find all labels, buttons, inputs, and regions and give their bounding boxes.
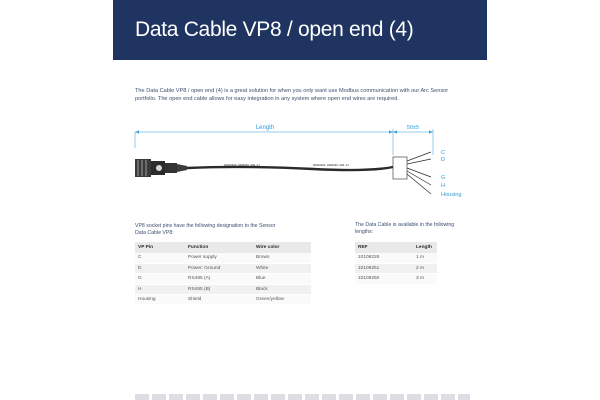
wire-label-housing: Housing	[441, 192, 462, 198]
lengths-table	[355, 242, 437, 285]
wire-label-h: H	[441, 183, 446, 189]
length-arrow-left	[135, 131, 139, 134]
title-banner	[113, 0, 487, 60]
table-cell: RS485 (B)	[185, 284, 253, 294]
footer-text-cutoff	[135, 394, 470, 400]
table-row	[135, 284, 311, 294]
page-title: Data Cable VP8 / open end (4)	[135, 18, 414, 41]
table-cell: 2 m	[413, 263, 437, 273]
table-cell: Power: Ground	[185, 263, 253, 273]
connector-logo-icon	[156, 165, 162, 171]
end-arrow-left	[393, 131, 397, 134]
table-cell: 10109251	[355, 263, 413, 273]
length-arrow-right	[389, 131, 393, 134]
table-row	[355, 263, 437, 273]
cable-print-1: 00000000 0000000 000-11	[224, 164, 260, 167]
table-cell: White	[253, 263, 311, 273]
table-cell: G	[135, 274, 185, 284]
cable-print-2: 00000000 0000000 000-11	[313, 164, 349, 167]
table-cell: Housing	[135, 295, 185, 305]
table-row	[355, 274, 437, 284]
column-header: Function	[185, 242, 253, 253]
cable-jacket-end	[393, 157, 407, 179]
document-page	[113, 0, 487, 400]
vp8-connector	[135, 159, 187, 177]
table-cell: Power supply	[185, 253, 253, 263]
table-cell: C	[135, 253, 185, 263]
cable	[187, 167, 393, 170]
table-cell: RS485 (A)	[185, 274, 253, 284]
wire-label-g: G	[441, 175, 446, 181]
table-header-row	[355, 242, 437, 253]
table-cell: 10109250	[355, 274, 413, 284]
intro-paragraph: The Data Cable VP8 / open end (4) is a great solution for when you only want use Modbus communication with our Arc Sensor portfolio. The open end cable allows for easy integration in any system where open end wires are required.	[135, 88, 449, 102]
end-length-label: 50±5	[406, 125, 420, 131]
table-cell: D	[135, 263, 185, 273]
end-arrow-right	[429, 131, 433, 134]
table-cell: 10109226	[355, 253, 413, 263]
table-cell: Brown	[253, 253, 311, 263]
table-cell: Shield	[185, 295, 253, 305]
column-header: Length	[413, 242, 437, 253]
table-cell: Green/yellow	[253, 295, 311, 305]
table-cell: H	[135, 284, 185, 294]
lengths-caption: The Data Cable is available in the following lengths:	[355, 222, 455, 235]
table-header-row	[135, 242, 311, 253]
wire-label-d: D	[441, 157, 446, 163]
table-row	[135, 253, 311, 263]
cable-diagram	[113, 115, 487, 210]
table-cell: Blue	[253, 274, 311, 284]
wire-label-c: C	[441, 150, 446, 156]
table-cell: Black	[253, 284, 311, 294]
pins-caption: VP8 socket pins have the following designation to the Sensor Data Cable VP8:	[135, 223, 276, 236]
open-end-wires	[407, 152, 431, 194]
column-header: Wire color	[253, 242, 311, 253]
table-row	[135, 263, 311, 273]
table-row	[135, 295, 311, 305]
length-label: Length	[255, 125, 275, 131]
table-row	[135, 274, 311, 284]
pin-designation-table	[135, 242, 311, 305]
table-cell: 3 m	[413, 274, 437, 284]
column-header: VP Pin	[135, 242, 185, 253]
table-row	[355, 253, 437, 263]
table-cell: 1 m	[413, 253, 437, 263]
column-header: REF	[355, 242, 413, 253]
